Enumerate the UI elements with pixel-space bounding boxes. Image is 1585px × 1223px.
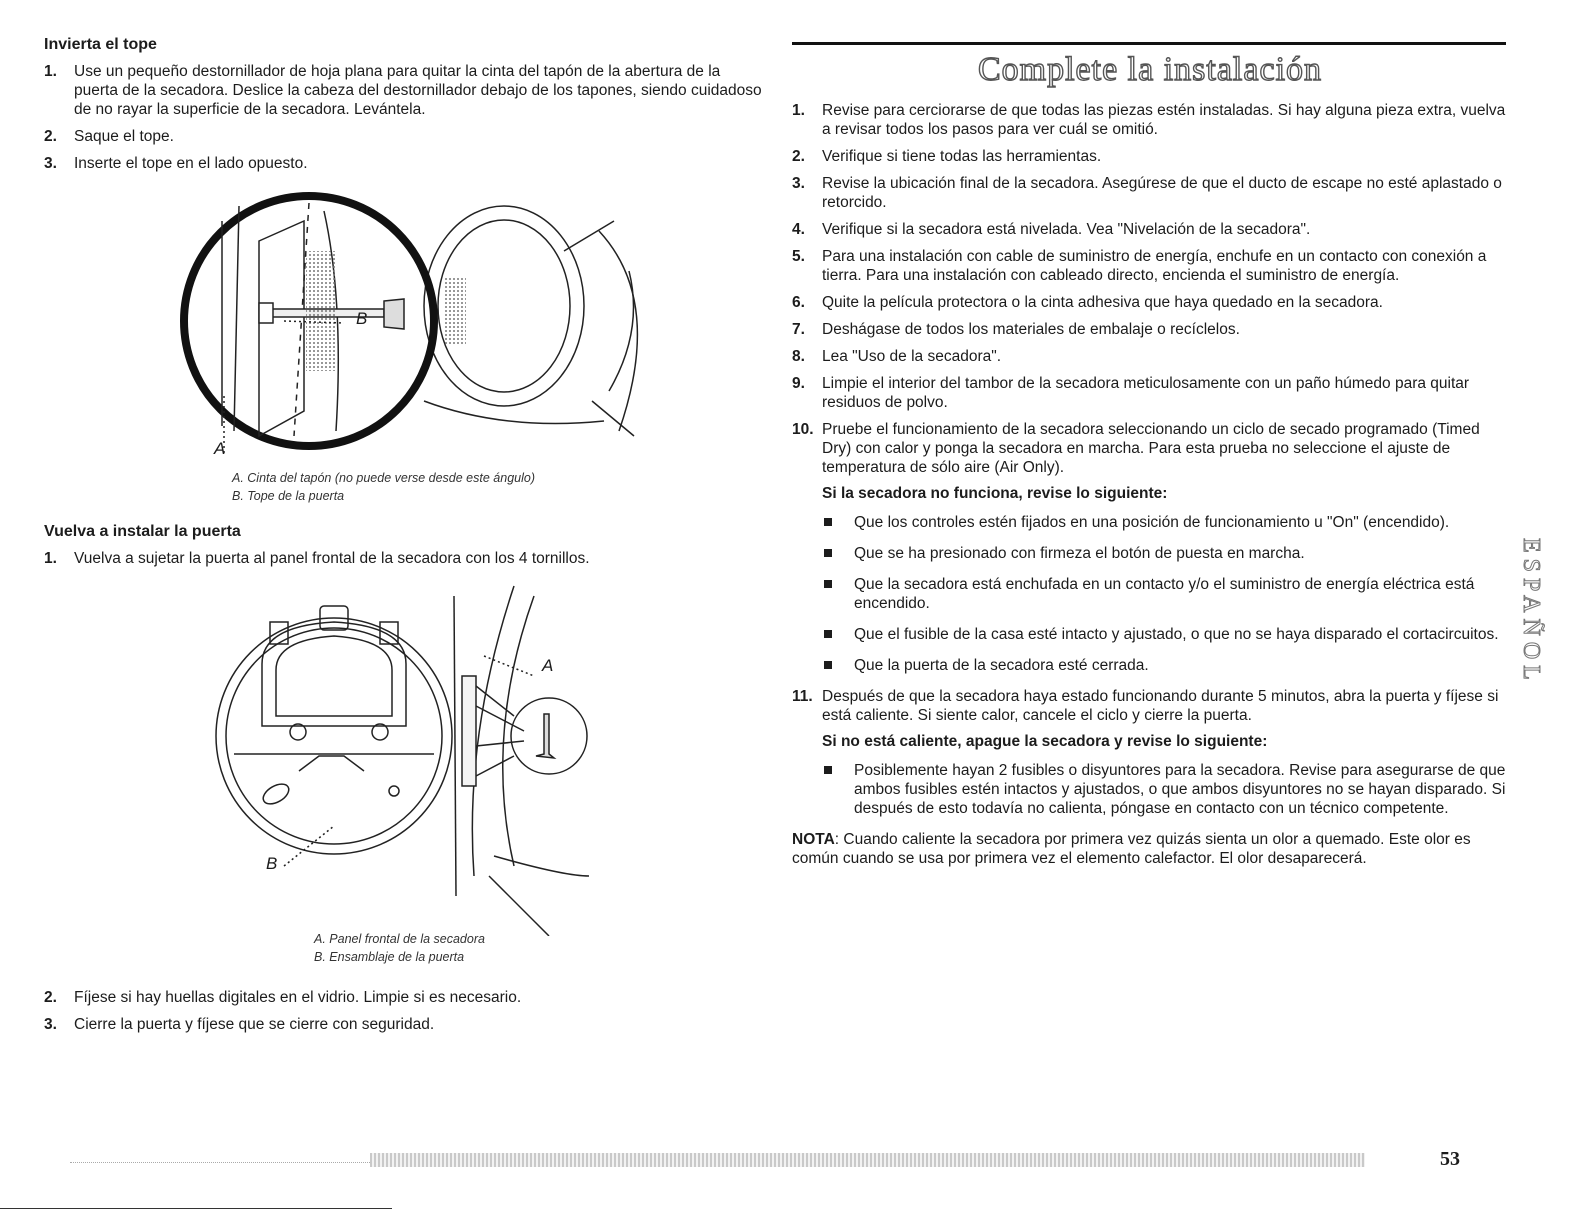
list-item: Que el fusible de la casa esté intacto y ajustado, o que no se haya disparado el cortacircuitos.: [822, 625, 1508, 644]
check1-list: [792, 513, 1508, 675]
steps-invierta-tope: [44, 62, 764, 173]
list-item: [44, 549, 764, 568]
step-number: 9.: [792, 375, 805, 392]
list-item: [44, 62, 764, 119]
list-item: [792, 174, 1508, 212]
step-number: 3.: [792, 175, 805, 192]
figure1-label-a: A: [214, 439, 226, 458]
check2-heading: Si no está caliente, apague la secadora y revise lo siguiente:: [822, 733, 1268, 750]
list-item: Que la secadora está enchufada en un contacto y/o el suministro de energía eléctrica está encendido.: [822, 575, 1508, 613]
list-item: Que los controles estén fijados en una posición de funcionamiento u "On" (encendido).: [822, 513, 1508, 532]
list-item: [44, 1015, 764, 1034]
list-item: [44, 127, 764, 146]
step-text: Verifique si tiene todas las herramientas.: [822, 148, 1102, 165]
step-text: Use un pequeño destornillador de hoja plana para quitar la cinta del tapón de la abertura de la puerta de la secadora. Deslice la cabeza del destornillador debajo de los tapones, siendo cuidadoso de no rayar la superficie de la secadora. Levántela.: [74, 63, 762, 118]
figure-door-stop: [44, 181, 764, 471]
step-text: Cierre la puerta y fíjese que se cierre con seguridad.: [74, 1016, 435, 1033]
step-number: 6.: [792, 294, 805, 311]
step-number: 7.: [792, 321, 805, 338]
list-item: Posiblemente hayan 2 fusibles o disyuntores para la secadora. Revise para asegurarse de que ambos fusibles estén intactos y ajustados, o que ambos disyuntores no se hayan disparado. Si después de esto todavía no calienta, póngase en contacto con un técnico competente.: [822, 761, 1508, 818]
caption-line: B. Ensamblaje de la puerta: [314, 950, 465, 964]
step-number: 2.: [44, 128, 57, 145]
heading-vuelva-instalar: Vuelva a instalar la puerta: [44, 523, 241, 540]
caption-line: B. Tope de la puerta: [232, 489, 345, 503]
step-number: 2.: [792, 148, 805, 165]
step-text: Para una instalación con cable de suministro de energía, enchufe en un contacto con conexión a tierra. Para una instalación con cableado directo, encienda el suministro de energía.: [822, 248, 1487, 284]
step-text: Limpie el interior del tambor de la secadora meticulosamente con un paño húmedo para quitar residuos de polvo.: [822, 375, 1470, 411]
step-text: Vuelva a sujetar la puerta al panel frontal de la secadora con los 4 tornillos.: [74, 550, 590, 567]
step-number: 4.: [792, 221, 805, 238]
step-number: 2.: [44, 989, 57, 1006]
page-number: 53: [1440, 1148, 1460, 1170]
step-text: Verifique si la secadora está nivelada. Vea "Nivelación de la secadora".: [822, 221, 1311, 238]
list-item: [792, 147, 1508, 166]
list-item: [792, 247, 1508, 285]
check2-list: [792, 761, 1508, 818]
list-item: [792, 101, 1508, 139]
list-item: [792, 687, 1508, 725]
step-text: Pruebe el funcionamiento de la secadora seleccionando un ciclo de secado programado (Timed Dry) con calor y ponga la secadora en marcha. Para esta prueba no seleccione el ajuste de temperatura de sólo aire (Air Only).: [822, 421, 1480, 476]
step-number: 10.: [792, 421, 814, 438]
step-number: 8.: [792, 348, 805, 365]
steps-final: [44, 988, 764, 1034]
step-text: Revise para cerciorarse de que todas las piezas estén instaladas. Si hay alguna pieza extra, vuelva a revisar todos los pasos para ver cuál se omitió.: [822, 102, 1506, 138]
right-column: [792, 42, 1508, 868]
step-number: 3.: [44, 155, 57, 172]
list-item: [792, 293, 1508, 312]
list-item: [44, 154, 764, 173]
footer-dotted-line: [70, 1162, 370, 1163]
figure2-label-b: B: [266, 854, 278, 873]
door-stop-illustration: [44, 181, 764, 471]
step-number: 5.: [792, 248, 805, 265]
steps-complete-installation: [792, 101, 1508, 477]
note-label: NOTA: [792, 831, 835, 848]
figure1-caption: [232, 469, 764, 505]
figure1-label-b: B: [356, 309, 368, 328]
step-text: Deshágase de todos los materiales de embalaje o recíclelos.: [822, 321, 1240, 338]
section-title: Complete la instalación: [977, 51, 1323, 88]
left-column: [44, 36, 764, 1042]
list-item: Que la puerta de la secadora esté cerrada.: [822, 656, 1508, 675]
step-text: Quite la película protectora o la cinta adhesiva que haya quedado en la secadora.: [822, 294, 1383, 311]
note-text: : Cuando caliente la secadora por primera vez quizás sienta un olor a quemado. Este olor es común cuando se usa por primera vez el elemento calefactor. El olor desaparecerá.: [792, 831, 1471, 867]
title-rule: [792, 42, 1506, 45]
step-number: 1.: [44, 550, 57, 567]
step-text: Saque el tope.: [74, 128, 174, 145]
list-item: [792, 220, 1508, 239]
figure-door-reinstall: [44, 576, 764, 936]
note: [792, 830, 1508, 868]
bottom-rule: [0, 1208, 392, 1209]
step-number: 1.: [44, 63, 57, 80]
steps-vuelva-instalar: [44, 549, 764, 568]
caption-line: A. Panel frontal de la secadora: [314, 932, 485, 946]
caption-line: A. Cinta del tapón (no puede verse desde este ángulo): [232, 471, 535, 485]
step-text: Fíjese si hay huellas digitales en el vidrio. Limpie si es necesario.: [74, 989, 522, 1006]
figure2-label-a: A: [542, 656, 554, 675]
step-11: [792, 687, 1508, 725]
step-number: 3.: [44, 1016, 57, 1033]
list-item: [44, 988, 764, 1007]
step-number: 1.: [792, 102, 805, 119]
step-number: 11.: [792, 688, 813, 705]
step-text: Revise la ubicación final de la secadora. Asegúrese de que el ducto de escape no esté aplastado o retorcido.: [822, 175, 1502, 211]
list-item: [792, 374, 1508, 412]
step-text: Inserte el tope en el lado opuesto.: [74, 155, 308, 172]
footer-bar: [370, 1153, 1365, 1167]
step-text: Después de que la secadora haya estado funcionando durante 5 minutos, abra la puerta y fíjese si está caliente. Si siente calor, cancele el ciclo y cierre la puerta.: [822, 688, 1499, 724]
list-item: [792, 320, 1508, 339]
list-item: [792, 347, 1508, 366]
step-text: Lea "Uso de la secadora".: [822, 348, 1002, 365]
language-side-tab: ESPAÑOL: [1518, 538, 1544, 686]
heading-invierta-tope: Invierta el tope: [44, 36, 157, 53]
list-item: [792, 420, 1508, 477]
check1-heading: Si la secadora no funciona, revise lo siguiente:: [822, 485, 1168, 502]
door-reinstall-illustration: [44, 576, 764, 936]
list-item: Que se ha presionado con firmeza el botón de puesta en marcha.: [822, 544, 1508, 563]
